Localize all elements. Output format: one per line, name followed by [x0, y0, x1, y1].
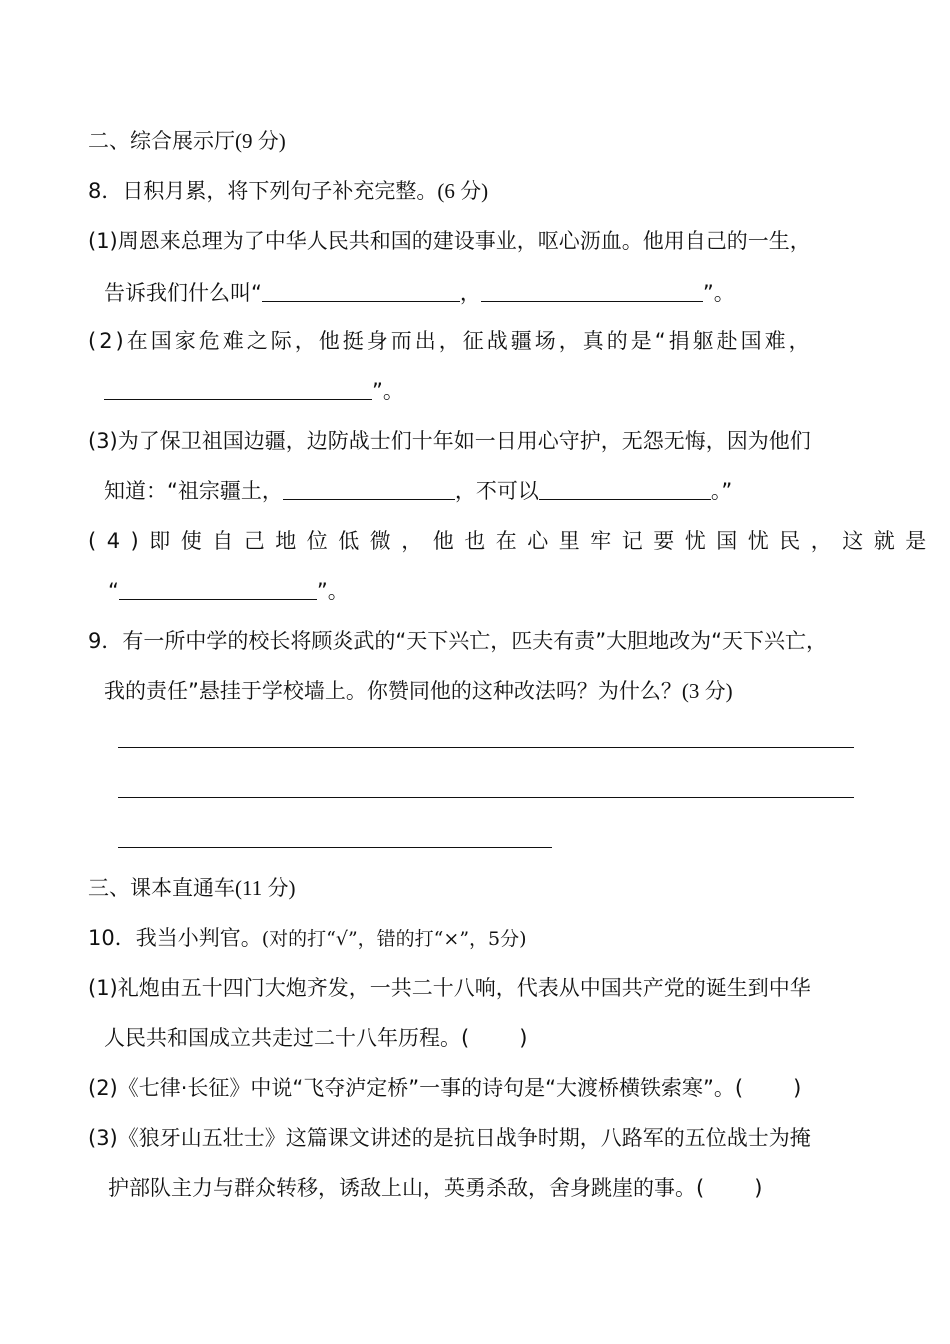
q8-score: (6 分)	[437, 179, 489, 203]
q9-line2	[104, 676, 733, 706]
section-2-heading	[88, 126, 286, 156]
section-3-title: 三、课本直通车	[88, 876, 235, 900]
q9-question: 我的责任”悬挂于学校墙上。你赞同他的这种改法吗？为什么？	[104, 679, 682, 703]
q8-title: 8．日积月累，将下列句子补充完整。	[88, 179, 438, 203]
answer-line[interactable]	[118, 847, 552, 848]
close-paren: )	[793, 1076, 802, 1100]
q10-title: 10．我当小判官。	[88, 926, 262, 950]
q8-item1-suffix: ”。	[702, 281, 735, 305]
q8-item3-middle: ，不可以	[454, 479, 539, 503]
q8-item3-line2	[104, 476, 732, 506]
q8-item1-prefix: 告诉我们什么叫“	[104, 281, 262, 305]
q8-item4-line1: (4)即使自己地位低微，他也在心里牢记要忧国忧民，这就是	[88, 529, 937, 553]
section-3-heading	[88, 873, 295, 903]
section-2-title: 二、综合展示厅	[88, 129, 235, 153]
q10-item1-line1: (1)礼炮由五十四门大炮齐发，一共二十八响，代表从中国共产党的诞生到中华	[88, 976, 811, 1000]
q10-item3-line1: (3)《狼牙山五壮士》这篇课文讲述的是抗日战争时期，八路军的五位战士为掩	[88, 1126, 811, 1150]
q8-item1-line2	[104, 278, 735, 308]
section-2-score: (9 分)	[235, 129, 286, 153]
answer-blank[interactable]	[481, 281, 703, 302]
q8-item1-comma: ，	[459, 281, 481, 305]
q8-item1-line1: (1)周恩来总理为了中华人民共和国的建设事业，呕心沥血。他用自己的一生，	[88, 229, 811, 253]
q9-line1: 9．有一所中学的校长将顾炎武的“天下兴亡，匹夫有责”大胆地改为“天下兴亡，	[88, 629, 827, 653]
q8-item3-prefix: 知道：“祖宗疆土，	[104, 479, 283, 503]
section-3-score: (11 分)	[235, 876, 296, 900]
q8-item3-suffix: 。”	[710, 479, 733, 503]
answer-line[interactable]	[118, 747, 854, 748]
q9-score: (3 分)	[681, 679, 733, 703]
q8-heading	[88, 176, 488, 206]
q10-note: (对的打“√”，错的打“×”，5分)	[261, 928, 527, 950]
close-paren: )	[519, 1026, 528, 1050]
q8-item2-line1: (2)在国家危难之际，他挺身而出，征战疆场，真的是“捐躯赴国难，	[88, 329, 813, 353]
q10-item3-line2	[108, 1173, 762, 1203]
q10-item2	[88, 1073, 801, 1103]
q10-item2-text: (2)《七律·长征》中说“飞夺泸定桥”一事的诗句是“大渡桥横铁索寒”。(	[88, 1076, 744, 1100]
q10-heading	[88, 923, 527, 954]
q10-item1-line2	[104, 1023, 527, 1053]
q10-item1-text: 人民共和国成立共走过二十八年历程。(	[104, 1026, 470, 1050]
answer-blank[interactable]	[262, 281, 460, 302]
answer-line[interactable]	[118, 797, 854, 798]
q8-item3-line1: (3)为了保卫祖国边疆，边防战士们十年如一日用心守护，无怨无悔，因为他们	[88, 429, 811, 453]
q8-item4-suffix: ”。	[316, 579, 349, 603]
answer-blank[interactable]	[119, 579, 317, 600]
q8-item2-suffix: ”。	[372, 379, 404, 403]
q8-item4-line2	[108, 576, 349, 606]
q8-item2-line2	[104, 376, 404, 406]
answer-blank[interactable]	[539, 479, 711, 500]
q8-item4-prefix: “	[108, 579, 119, 603]
answer-blank[interactable]	[104, 379, 372, 400]
close-paren: )	[754, 1176, 763, 1200]
answer-blank[interactable]	[283, 479, 455, 500]
q10-item3-text: 护部队主力与群众转移，诱敌上山，英勇杀敌，舍身跳崖的事。(	[108, 1176, 705, 1200]
